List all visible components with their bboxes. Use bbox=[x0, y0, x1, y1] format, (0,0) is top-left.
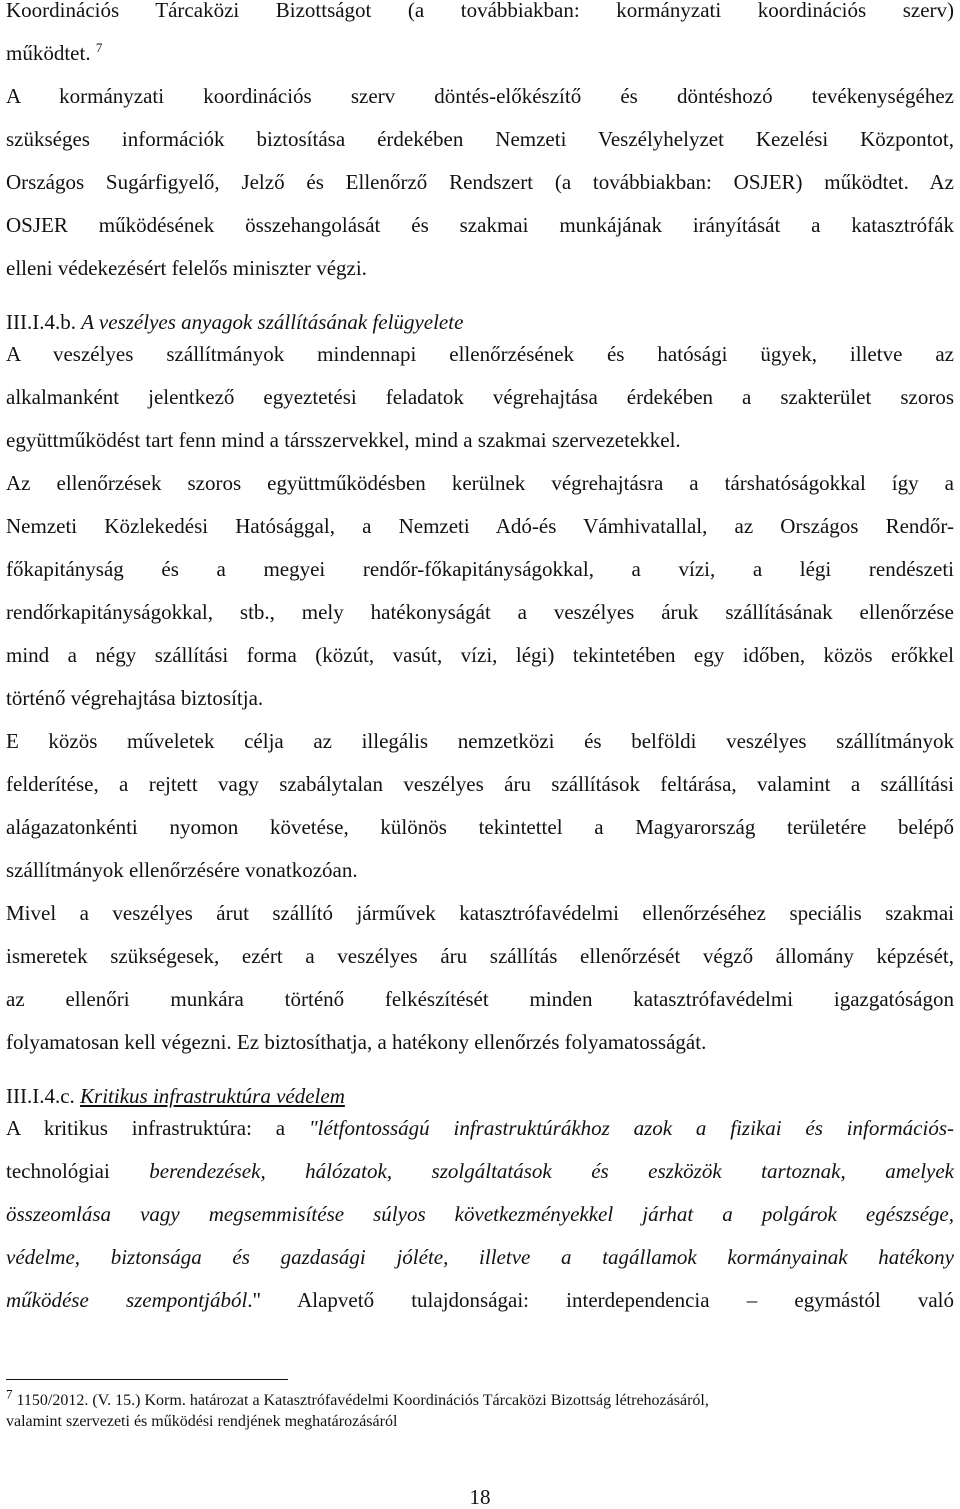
text-line: Országos Sugárfigyelő, Jelző és Ellenőrző Rendszert (a továbbiakban: OSJER) működtet. Az bbox=[6, 170, 954, 194]
text-line: összeomlása vagy megsemmisítése súlyos következményekkel járhat a polgárok egészsége, bbox=[6, 1202, 954, 1226]
text-line: A veszélyes szállítmányok mindennapi ellenőrzésének és hatósági ügyek, illetve az bbox=[6, 342, 954, 366]
section-title: A veszélyes anyagok szállításának felügyelete bbox=[81, 310, 464, 334]
footnote-line: valamint szervezeti és működési rendjének meghatározásáról bbox=[6, 1413, 398, 1430]
spacer bbox=[6, 290, 954, 311]
section-b-paragraph-3 bbox=[6, 720, 954, 892]
section-title: Kritikus infrastruktúra védelem bbox=[80, 1084, 345, 1108]
text-line bbox=[6, 32, 954, 75]
text-line: felderítése, a rejtett vagy szabálytalan veszélyes áru szállítások feltárása, valamint a szállítási bbox=[6, 772, 954, 796]
text-line: ismeretek szükségesek, ezért a veszélyes áru szállítás ellenőrzését végző állomány képzését, bbox=[6, 944, 954, 968]
section-heading-b bbox=[6, 311, 954, 333]
section-c-paragraph-1 bbox=[6, 1107, 954, 1322]
text-line: történő végrehajtása biztosítja. bbox=[6, 686, 264, 710]
text-line: alkalmanként jelentkező egyeztetési feladatok végrehajtása érdekében a szakterület szoros bbox=[6, 385, 954, 409]
text-line: mind a négy szállítási forma (közút, vasút, vízi, légi) tekintetében egy időben, közös erőkkel bbox=[6, 643, 954, 667]
text-run: ." Alapvető tulajdonságai: interdependencia – egymástól való bbox=[247, 1288, 954, 1312]
page-number: 18 bbox=[469, 1485, 491, 1509]
section-b-paragraph-2 bbox=[6, 462, 954, 720]
section-number: III.I.4.b. bbox=[6, 310, 76, 334]
text-line: Az ellenőrzések szoros együttműködésben kerülnek végrehajtásra a társhatóságokkal így a bbox=[6, 471, 954, 495]
text-run: működtet. bbox=[6, 41, 91, 65]
text-line: együttműködést tart fenn mind a társszervekkel, mind a szakmai szervezetekkel. bbox=[6, 428, 681, 452]
quoted-definition: berendezések, hálózatok, szolgáltatások és eszközök tartoznak, amelyek bbox=[149, 1159, 954, 1183]
text-line: főkapitányság és a megyei rendőr-főkapitányságokkal, a vízi, a légi rendészeti bbox=[6, 557, 954, 581]
text-line: védelme, biztonsága és gazdasági jóléte, illetve a tagállamok kormányainak hatékony bbox=[6, 1245, 954, 1269]
text-line: alágazatonkénti nyomon követése, különös tekintettel a Magyarország területére belépő bbox=[6, 815, 954, 839]
text-line bbox=[6, 1150, 954, 1193]
section-b-paragraph-1 bbox=[6, 333, 954, 462]
document-page bbox=[6, 0, 954, 1322]
footnote-reference: 7 bbox=[95, 40, 103, 55]
text-line: szállítmányok ellenőrzésére vonatkozóan. bbox=[6, 858, 358, 882]
section-b-paragraph-4 bbox=[6, 892, 954, 1064]
text-line: OSJER működésének összehangolását és szakmai munkájának irányítását a katasztrófák bbox=[6, 213, 954, 237]
intro-paragraph-continued bbox=[6, 0, 954, 75]
text-line: Nemzeti Közlekedési Hatósággal, a Nemzeti Adó-és Vámhivatallal, az Országos Rendőr- bbox=[6, 514, 954, 538]
text-line: rendőrkapitányságokkal, stb., mely hatékonyságát a veszélyes áruk szállításának ellenőrzése bbox=[6, 600, 954, 624]
section-number: III.I.4.c. bbox=[6, 1084, 75, 1108]
text-line: Mivel a veszélyes árut szállító járművek katasztrófavédelmi ellenőrzéséhez speciális szakmai bbox=[6, 901, 954, 925]
quoted-definition: működése szempontjából bbox=[6, 1288, 248, 1312]
footnote-text: 1150/2012. (V. 15.) Korm. határozat a Katasztrófavédelmi Koordinációs Tárcaközi Bizottság létrehozásáról, bbox=[12, 1392, 709, 1409]
text-run: technológiai bbox=[6, 1159, 150, 1183]
text-line bbox=[6, 1279, 954, 1322]
text-line: szükséges információk biztosítása érdekében Nemzeti Veszélyhelyzet Kezelési Központot, bbox=[6, 127, 954, 151]
text-line: E közös műveletek célja az illegális nemzetközi és belföldi veszélyes szállítmányok bbox=[6, 729, 954, 753]
footnote-separator bbox=[6, 1379, 288, 1380]
intro-paragraph-osjer bbox=[6, 75, 954, 290]
text-line: folyamatosan kell végezni. Ez biztosíthatja, a hatékony ellenőrzés folyamatosságát. bbox=[6, 1030, 707, 1054]
text-run: A kritikus infrastruktúra: a bbox=[6, 1116, 309, 1140]
text-line: elleni védekezésért felelős miniszter végzi. bbox=[6, 256, 367, 280]
text-line: az ellenőri munkára történő felkészítését minden katasztrófavédelmi igazgatóságon bbox=[6, 987, 954, 1011]
footnote-number: 7 bbox=[6, 1386, 13, 1402]
text-line: A kormányzati koordinációs szerv döntés-előkészítő és döntéshozó tevékenységéhez bbox=[6, 84, 954, 108]
quoted-definition: "létfontosságú infrastruktúrákhoz azok a fizikai és információs- bbox=[308, 1116, 955, 1140]
footnote-line bbox=[6, 1386, 954, 1411]
spacer bbox=[6, 1064, 954, 1085]
section-heading-c bbox=[6, 1085, 954, 1107]
text-line: Koordinációs Tárcaközi Bizottságot (a továbbiakban: kormányzati koordinációs szerv) bbox=[6, 0, 954, 22]
text-line bbox=[6, 1107, 954, 1150]
footnote bbox=[6, 1386, 954, 1432]
